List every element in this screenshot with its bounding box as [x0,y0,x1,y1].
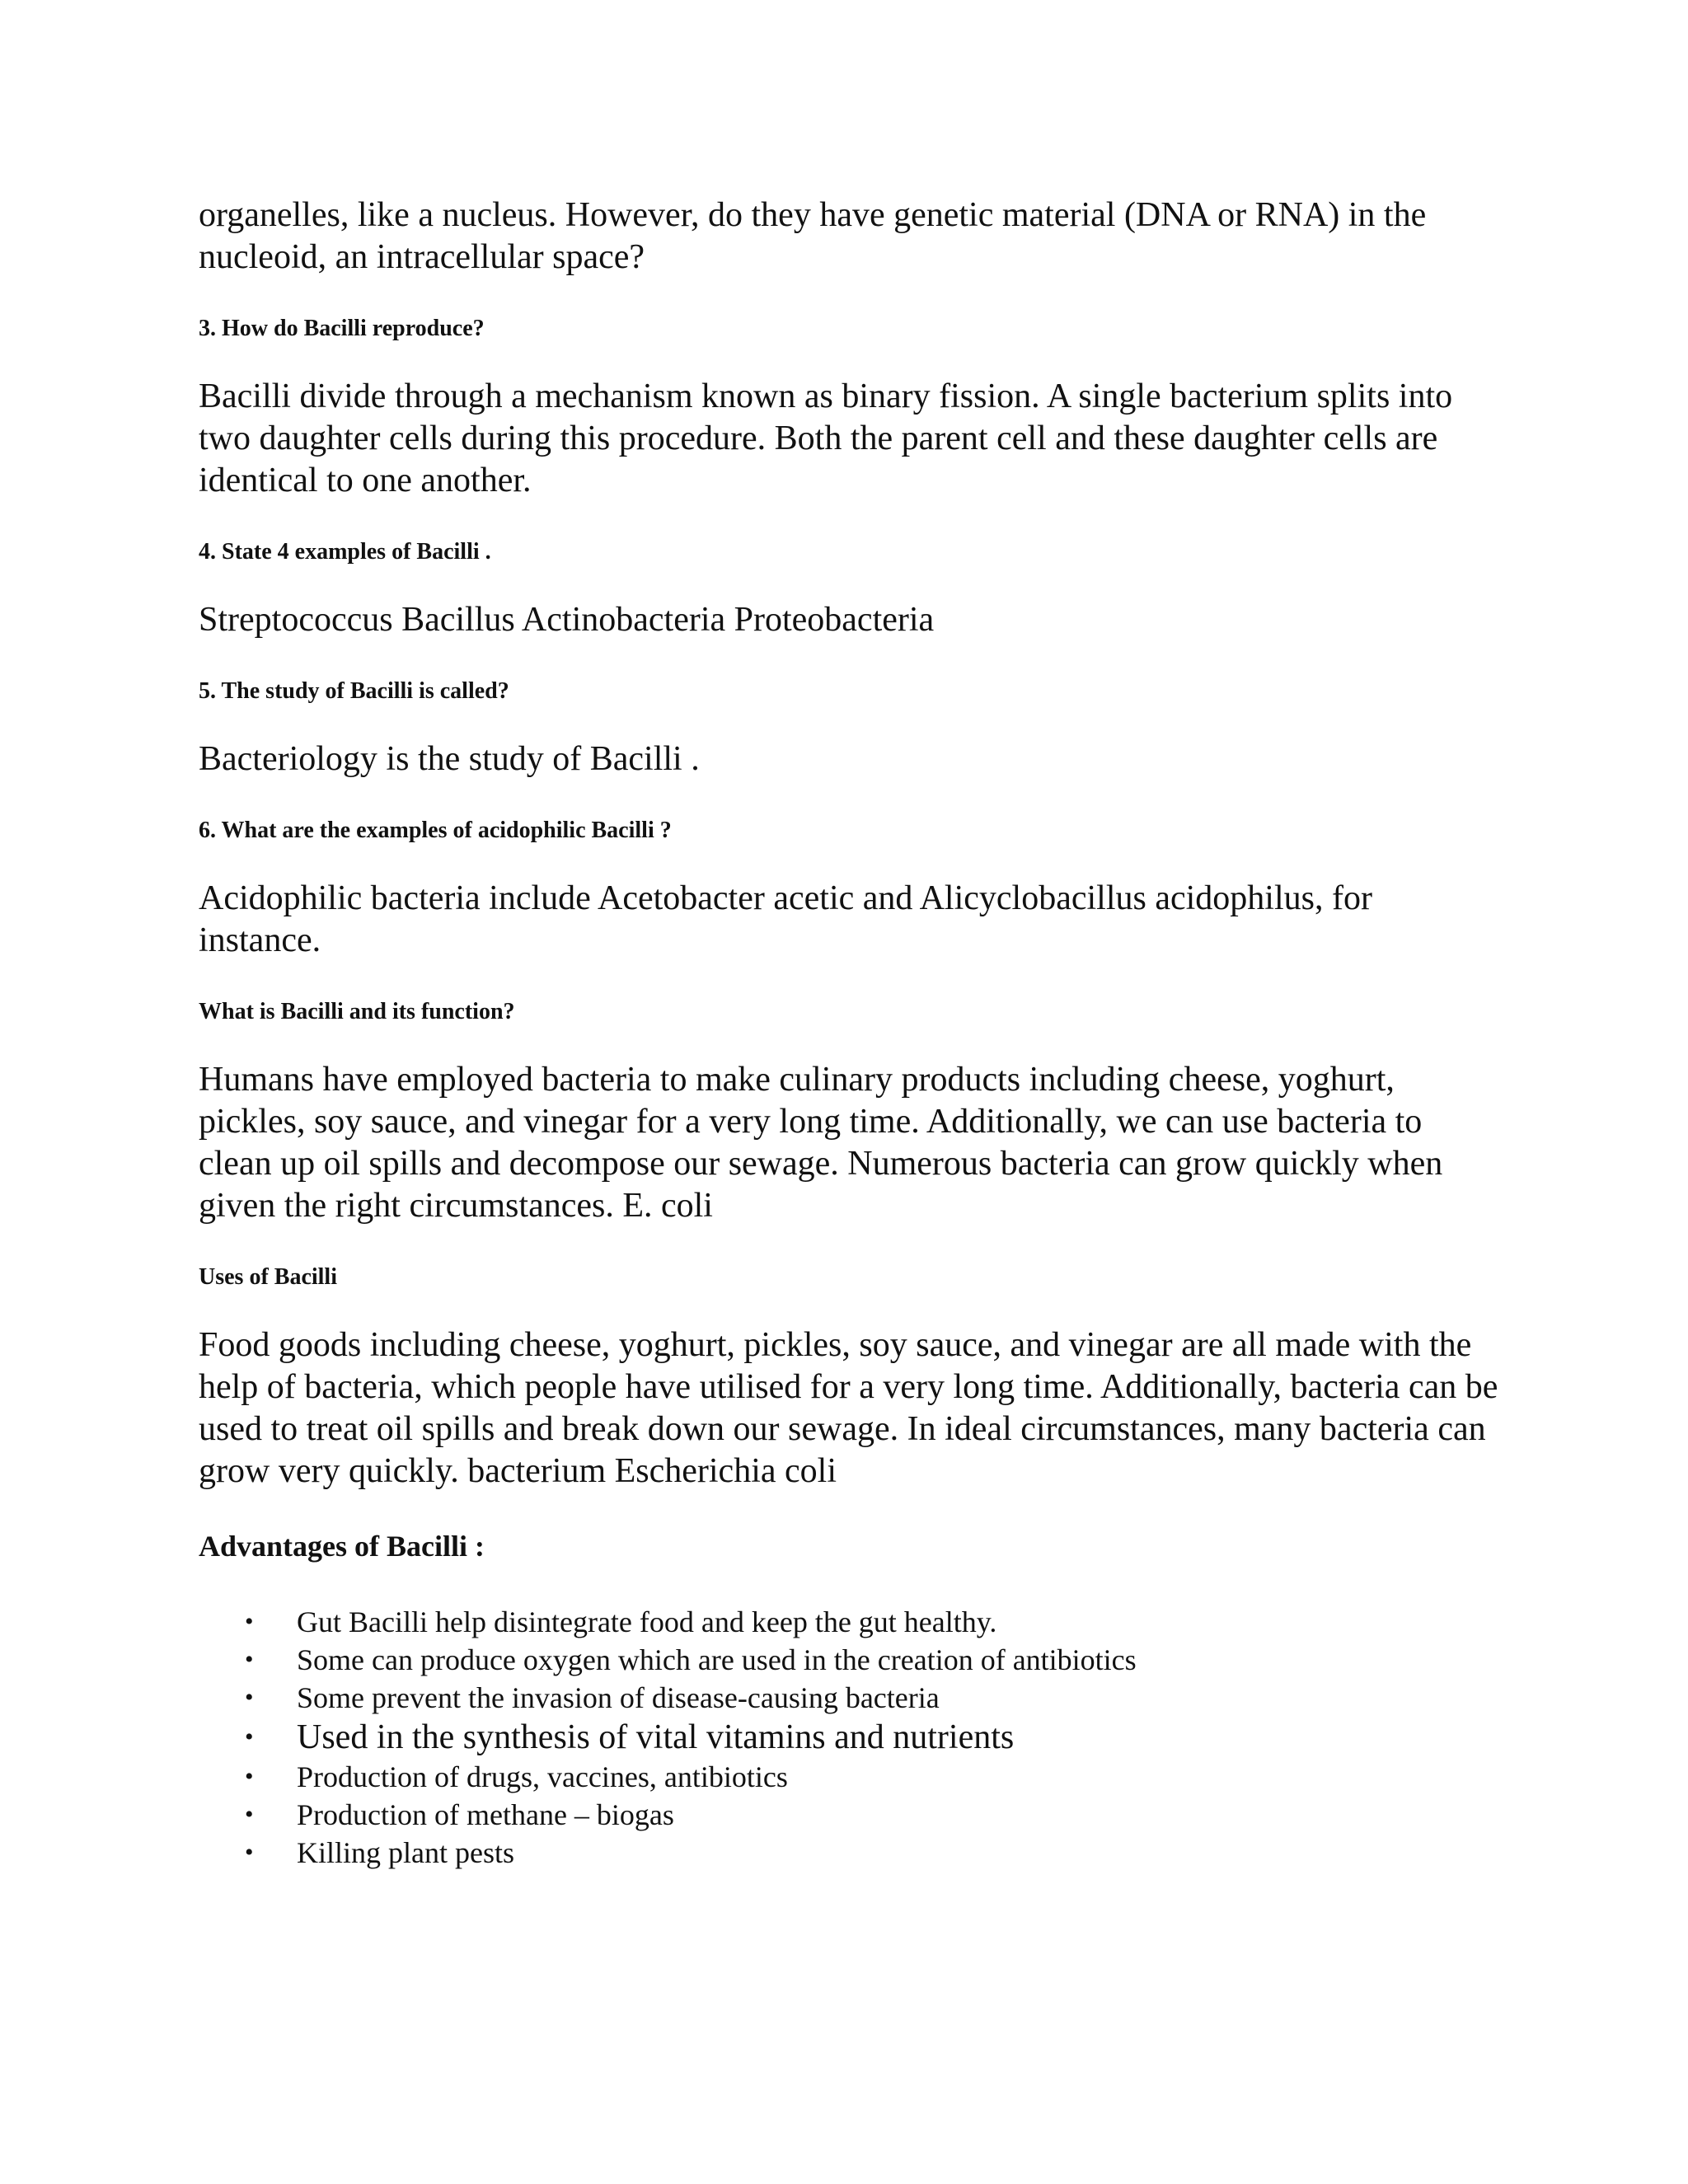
list-item: • Production of methane – biogas [199,1796,1501,1834]
list-item: • Gut Bacilli help disintegrate food and keep the gut healthy. [199,1603,1501,1641]
question-heading: 3. How do Bacilli reproduce? [199,316,485,341]
answer-paragraph: Humans have employed bacteria to make culinary products including cheese, yoghurt, pickles, soy sauce, and vinegar for a very long time. Additionally, we can use bacteria to clean up oil spills and decompose our sewage. Numerous bacteria can grow quickly when given the right circumstances. E. coli [199,1061,1443,1225]
question-heading: What is Bacilli and its function? [199,999,515,1024]
question-heading: 6. What are the examples of acidophilic Bacilli ? [199,818,672,843]
document-body [199,194,1501,1872]
bullet-icon: • [245,1608,254,1635]
bullet-icon: • [245,1763,254,1790]
answer-paragraph: Streptococcus Bacillus Actinobacteria Proteobacteria [199,601,935,639]
question-heading: 5. The study of Bacilli is called? [199,678,509,704]
section-heading-uses: Uses of Bacilli [199,1264,337,1290]
bullet-icon: • [245,1801,254,1828]
answer-paragraph: Acidophilic bacteria include Acetobacter acetic and Alicyclobacillus acidophilus, for instance. [199,879,1372,959]
bullet-icon: • [245,1646,254,1673]
advantages-list [199,1603,1501,1872]
list-item: • Some prevent the invasion of disease-causing bacteria [199,1679,1501,1717]
list-item: • Some can produce oxygen which are used in the creation of antibiotics [199,1641,1501,1679]
bullet-icon: • [245,1684,254,1711]
advantages-heading: Advantages of Bacilli : [199,1530,485,1563]
list-item: • Production of drugs, vaccines, antibiotics [199,1758,1501,1796]
uses-paragraph: Food goods including cheese, yoghurt, pickles, soy sauce, and vinegar are all made with the help of bacteria, which people have utilised for a very long time. Additionally, bacteria can be used to treat oil spills and break down our sewage. In ideal circumstances, many bacteria can grow very quickly. bacterium Escherichia coli [199,1326,1498,1490]
list-item: • Used in the synthesis of vital vitamins and nutrients [245,1718,1015,1756]
bullet-icon: • [245,1723,254,1750]
question-heading: 4. State 4 examples of Bacilli . [199,539,491,565]
bullet-icon: • [245,1839,254,1866]
intro-paragraph: organelles, like a nucleus. However, do they have genetic material (DNA or RNA) in the nucleoid, an intracellular space? [199,196,1427,276]
list-item: • Killing plant pests [199,1834,1501,1872]
answer-paragraph: Bacteriology is the study of Bacilli . [199,740,700,778]
answer-paragraph: Bacilli divide through a mechanism known as binary fission. A single bacterium splits into two daughter cells during this procedure. Both the parent cell and these daughter cells are identical to one another. [199,377,1453,499]
